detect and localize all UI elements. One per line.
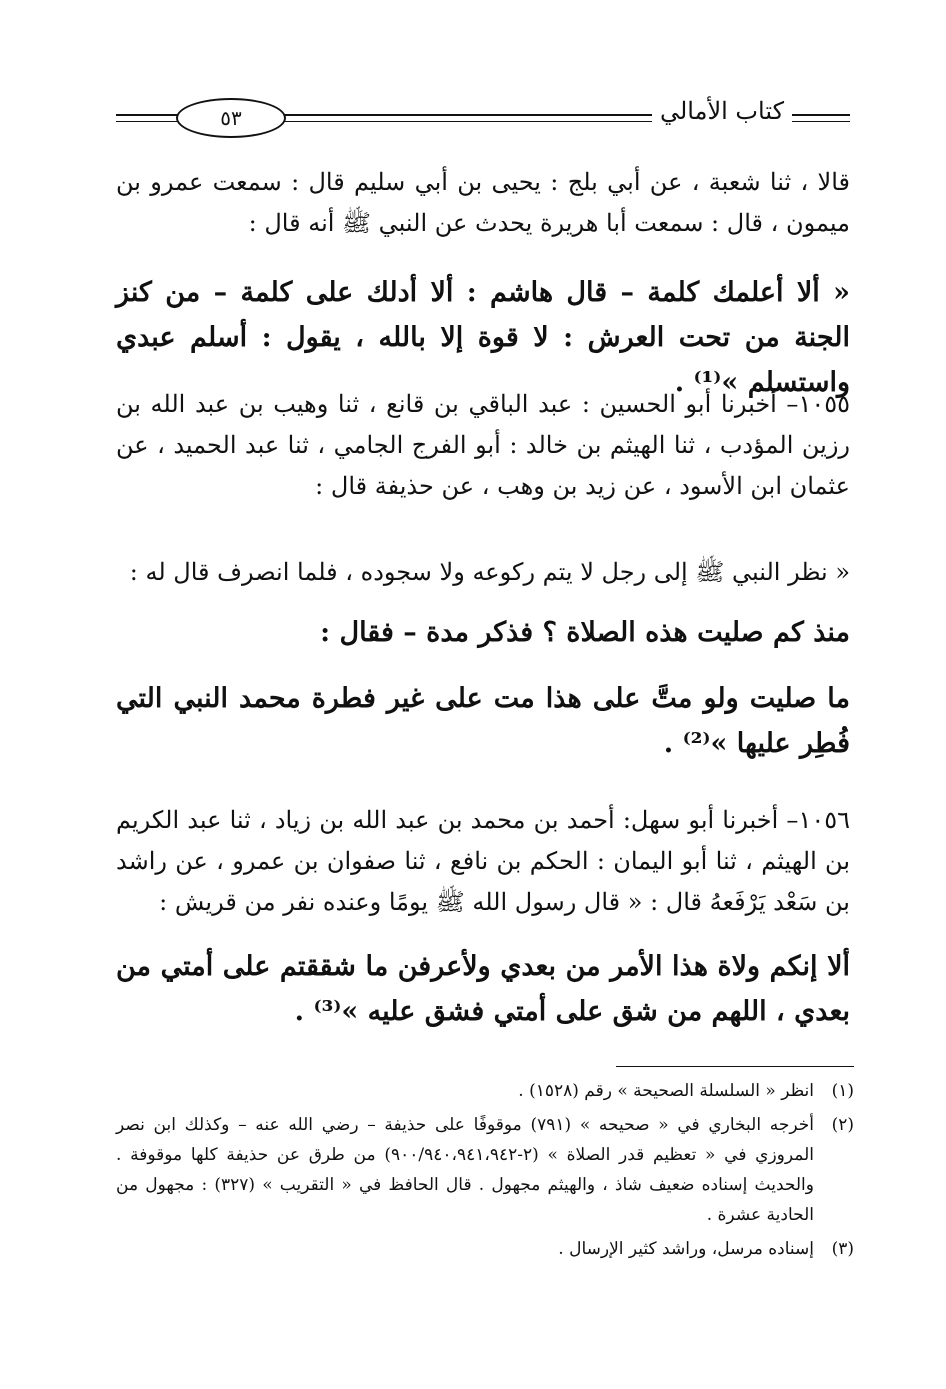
footnote-3: [116, 1234, 854, 1264]
hadith-text: « ألا أعلمك كلمة – قال هاشم : ألا أدلك على كلمة – من كنز الجنة من تحت العرش : لا قوة إلا بالله ، يقول : أسلم عبدي واستسلم »⁽¹⁾ .: [116, 277, 850, 398]
hadith-text: منذ كم صليت هذه الصلاة ؟ فذكر مدة – فقال :: [320, 617, 850, 648]
footnote-number: (٣): [831, 1239, 854, 1259]
footnote-2: [116, 1110, 854, 1230]
paragraph-text: « نظر النبي ﷺ إلى رجل لا يتم ركوعه ولا سجوده ، فلما انصرف قال له :: [129, 558, 850, 586]
hadith-3: [116, 944, 850, 1034]
page-number: ٥٣: [176, 98, 286, 138]
footnote-text: أخرجه البخاري في « صحيحه » (٧٩١) موقوفًا على حذيفة – رضي الله عنه – وكذلك ابن نصر المروزي في « تعظيم قدر الصلاة » (٢-٩٠٠/٩٤٠،٩٤١،٩٤٢) من طرق عن حذيفة كلها موقوفة . والحديث إسناده ضعيف شاذ ، والهيثم مجهول . قال الحافظ في « التقريب » (٣٢٧) : مجهول من الحادية عشرة .: [116, 1115, 814, 1225]
hadith-text: ألا إنكم ولاة هذا الأمر من بعدي ولأعرفن ما شققتم على أمتي من بعدي ، اللهم من شق على أمتي فشق عليه »⁽³⁾ .: [116, 951, 850, 1027]
footnote-number: (١): [831, 1081, 854, 1101]
paragraph-text: قالا ، ثنا شعبة ، عن أبي بلج : يحيى بن أبي سليم قال : سمعت عمرو بن ميمون ، قال : سمعت أبا هريرة يحدث عن النبي ﷺ أنه قال :: [116, 168, 850, 237]
footnote-1: [116, 1076, 854, 1106]
hadith-2-answer: [116, 676, 850, 766]
paragraph-1: [116, 162, 850, 244]
page-header: [116, 88, 850, 150]
paragraph-1055: [116, 384, 850, 507]
hadith-text: ما صليت ولو متَّ على هذا مت على غير فطرة محمد النبي التي فُطِر عليها »⁽²⁾ .: [116, 683, 850, 759]
footnote-number: (٢): [831, 1115, 854, 1135]
footnote-separator: [616, 1066, 854, 1067]
footnotes: [116, 1076, 854, 1264]
paragraph-text: ١٠٥٥– أخبرنا أبو الحسين : عبد الباقي بن قانع ، ثنا وهيب بن عبد الله بن رزين المؤدب ، ثنا الهيثم بن خالد : أبو الفرج الجامي ، ثنا عبد الحميد ، عن عثمان ابن الأسود ، عن زيد بن وهب ، عن حذيفة قال :: [116, 390, 850, 500]
paragraph-3: [116, 552, 850, 593]
book-title: كتاب الأمالي: [652, 96, 792, 126]
paragraph-text: ١٠٥٦– أخبرنا أبو سهل: أحمد بن محمد بن عبد الله بن زياد ، ثنا عبد الكريم بن الهيثم ، ثنا أبو اليمان : الحكم بن نافع ، ثنا صفوان بن عمرو ، عن راشد بن سَعْد يَرْفَعهُ قال : « قال رسول الله ﷺ يومًا وعنده نفر من قريش :: [116, 806, 851, 916]
hadith-2-question: [116, 610, 850, 655]
footnote-text: إسناده مرسل، وراشد كثير الإرسال .: [558, 1239, 814, 1259]
paragraph-1056: [116, 800, 850, 923]
footnote-text: انظر « السلسلة الصحيحة » رقم (١٥٢٨) .: [518, 1081, 814, 1101]
